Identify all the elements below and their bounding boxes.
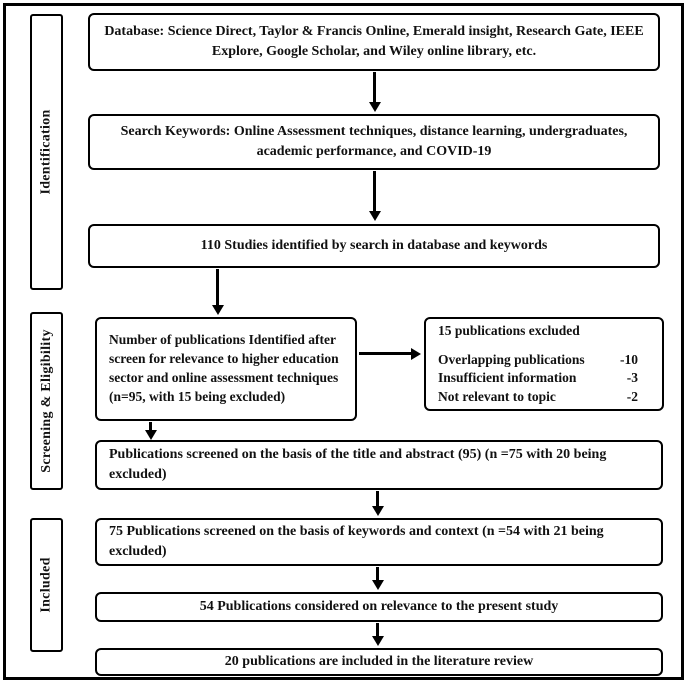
box-publications-excluded	[424, 317, 664, 411]
stage-screening-eligibility-label: Screening & Eligibility	[38, 329, 54, 473]
box-studies-identified-text: 110 Studies identified by search in database and keywords	[200, 238, 548, 254]
box-studies-identified	[88, 224, 660, 268]
box-relevance-screen	[95, 317, 357, 421]
box-considered-relevance-text: 54 Publications considered on relevance to the present study	[199, 599, 559, 615]
excluded-title: 15 publications excluded	[438, 323, 580, 339]
box-included-literature-review	[95, 648, 663, 676]
excluded-item-count: -3	[626, 370, 638, 386]
excluded-item-label: Insufficient information	[438, 370, 577, 386]
excluded-item-not-relevant	[438, 388, 638, 406]
box-search-keywords-text: Search Keywords: Online Assessment techniques, distance learning, undergraduates, academic performance, and COVID-19	[120, 124, 628, 159]
box-screened-title-abstract-text: Publications screened on the basis of the title and abstract (95) (n =75 with 20 being excluded)	[109, 447, 607, 482]
excluded-item-insufficient	[438, 369, 638, 387]
stage-included-label: Included	[38, 557, 54, 613]
stage-identification	[30, 14, 63, 290]
arrow-title-abstract-to-keywords-context	[376, 491, 379, 506]
arrow-keywords-context-to-considered	[376, 567, 379, 580]
excluded-item-label: Overlapping publications	[438, 352, 585, 368]
box-database-sources	[88, 13, 660, 71]
arrow-identified-to-relevance	[216, 269, 219, 305]
box-database-sources-text: Database: Science Direct, Taylor & Francis Online, Emerald insight, Research Gate, IEEE Explore, Google Scholar, and Wiley online library, etc.	[104, 24, 644, 59]
arrow-database-to-keywords	[373, 72, 376, 102]
stage-included	[30, 518, 63, 652]
excluded-list	[438, 322, 650, 406]
box-search-keywords	[88, 114, 660, 170]
box-considered-relevance	[95, 592, 663, 622]
box-screened-keywords-context	[95, 518, 663, 566]
arrow-relevance-to-title-abstract	[149, 422, 152, 430]
stage-identification-label: Identification	[38, 109, 54, 195]
excluded-item-count: -2	[626, 388, 638, 404]
box-screened-keywords-context-text: 75 Publications screened on the basis of keywords and context (n =54 with 21 being excluded)	[109, 524, 604, 559]
arrow-keywords-to-identified	[373, 171, 376, 211]
excluded-item-count: -10	[620, 352, 638, 368]
stage-screening-eligibility	[30, 312, 63, 490]
box-relevance-screen-text: Number of publications Identified after screen for relevance to higher education sector and online assessment techniques (n=95, with 15 being excluded)	[109, 332, 339, 404]
excluded-item-label: Not relevant to topic	[438, 388, 556, 404]
arrow-relevance-to-excluded	[359, 352, 411, 355]
box-screened-title-abstract	[95, 440, 663, 490]
excluded-item-overlapping	[438, 351, 638, 369]
box-included-literature-review-text: 20 publications are included in the literature review	[224, 654, 534, 670]
arrow-considered-to-included	[376, 623, 379, 636]
